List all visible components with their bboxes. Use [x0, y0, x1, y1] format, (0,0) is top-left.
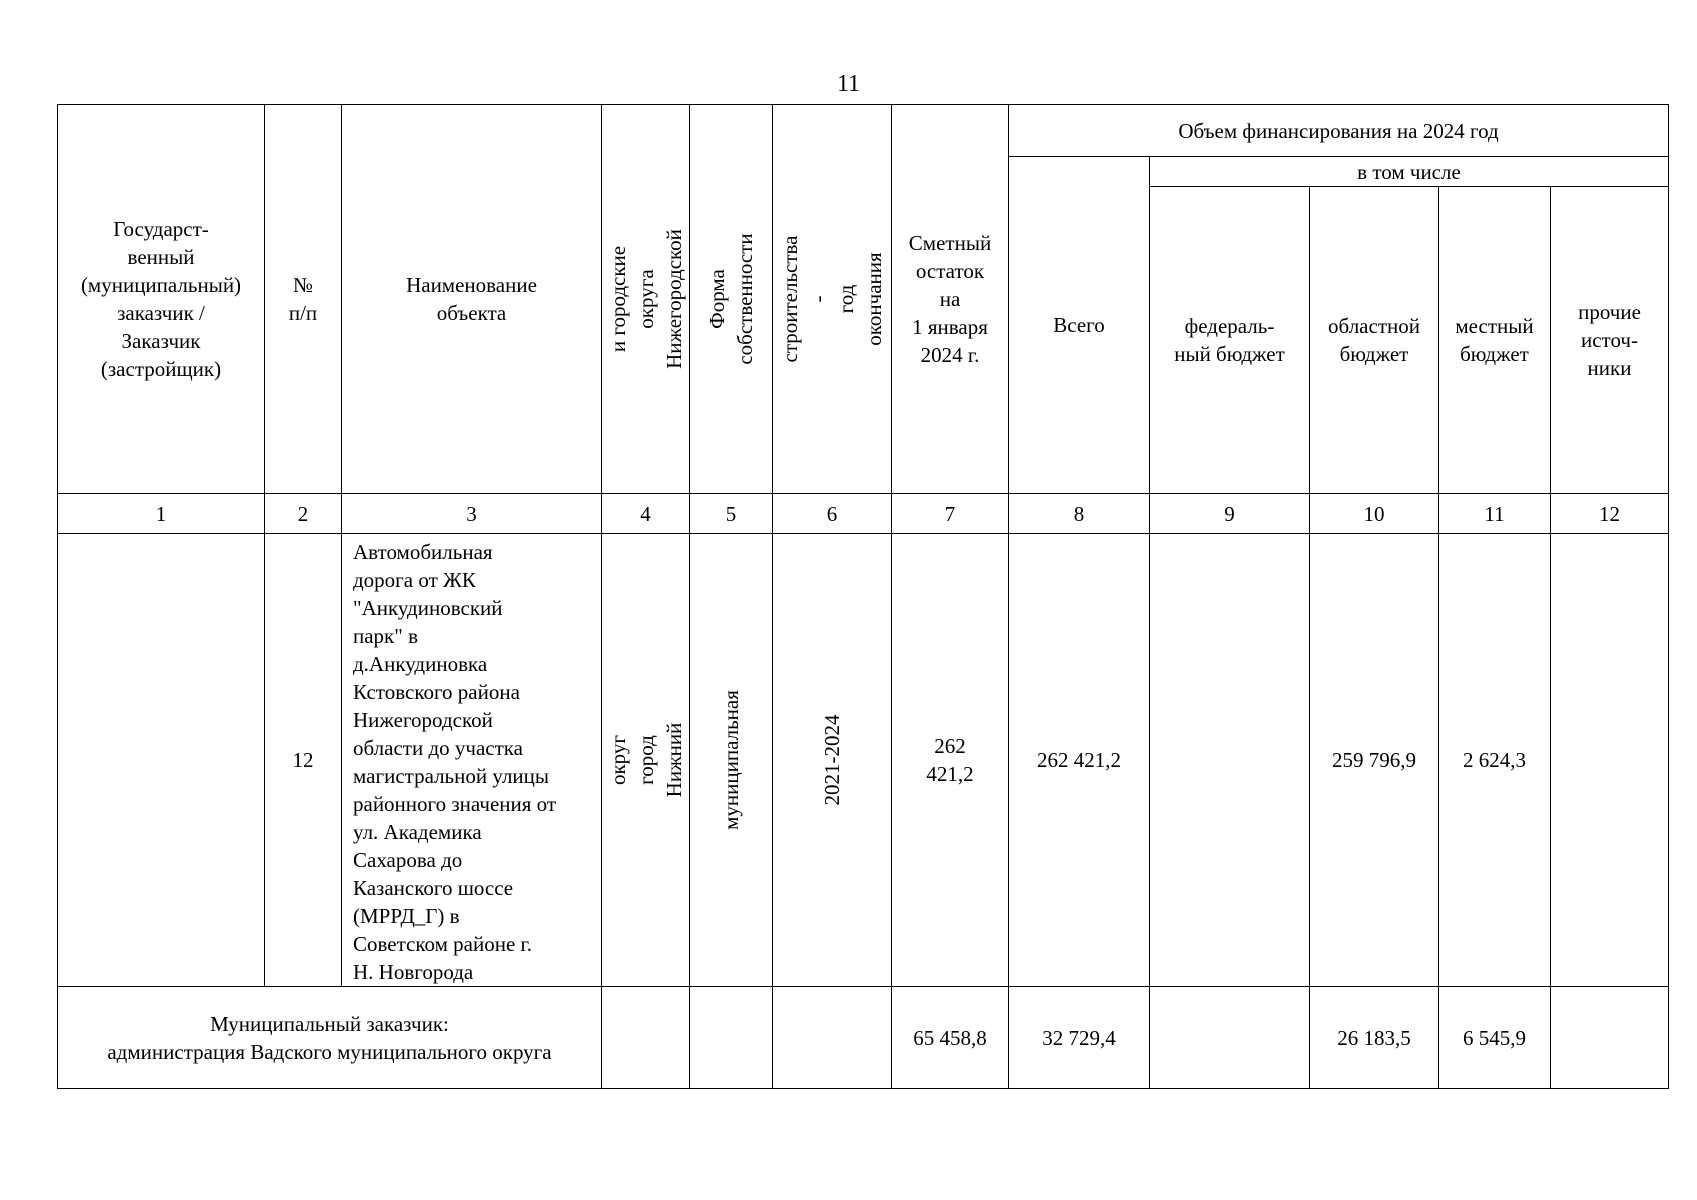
row-customer	[58, 534, 265, 987]
header-years-text: строительства - год окончания	[778, 235, 886, 363]
column-number: 12	[1551, 494, 1669, 534]
row-municipality-text: округ город Нижний	[605, 722, 686, 798]
header-total: Всего	[1009, 157, 1150, 494]
summary-label: Муниципальный заказчик: администрация Вадского муниципального округа	[58, 987, 602, 1089]
header-estimate: Сметный остаток на 1 января 2024 г.	[892, 105, 1009, 494]
summary-ownership	[690, 987, 773, 1089]
row-estimate: 262 421,2	[892, 534, 1009, 987]
row-num: 12	[265, 534, 342, 987]
financing-table	[57, 104, 1669, 1089]
summary-years	[773, 987, 892, 1089]
summary-other	[1551, 987, 1669, 1089]
row-regional: 259 796,9	[1310, 534, 1439, 987]
row-other	[1551, 534, 1669, 987]
summary-local: 6 545,9	[1439, 987, 1551, 1089]
header-municipalities	[602, 105, 690, 494]
column-number: 6	[773, 494, 892, 534]
column-number: 1	[58, 494, 265, 534]
header-financing: Объем финансирования на 2024 год	[1009, 105, 1669, 157]
row-ownership	[690, 534, 773, 987]
row-federal	[1150, 534, 1310, 987]
column-numbers-row	[58, 494, 1669, 534]
summary-row	[58, 987, 1669, 1089]
header-federal: федераль- ный бюджет	[1150, 187, 1310, 494]
header-ownership-text: Форма собственности	[705, 233, 757, 365]
column-number: 10	[1310, 494, 1439, 534]
header-customer: Государст- венный (муниципальный) заказчик / Заказчик (застройщик)	[58, 105, 265, 494]
header-object-name: Наименование объекта	[342, 105, 602, 494]
row-local: 2 624,3	[1439, 534, 1551, 987]
table-row	[58, 534, 1669, 987]
row-years-text: 2021-2024	[820, 714, 844, 806]
column-number: 11	[1439, 494, 1551, 534]
column-number: 2	[265, 494, 342, 534]
column-number: 4	[602, 494, 690, 534]
summary-total: 32 729,4	[1009, 987, 1150, 1089]
page-number: 11	[836, 71, 861, 97]
summary-estimate: 65 458,8	[892, 987, 1009, 1089]
header-local: местный бюджет	[1439, 187, 1551, 494]
row-ownership-text: муниципальная	[719, 690, 743, 830]
header-other: прочие источ- ники	[1551, 187, 1669, 494]
header-regional: областной бюджет	[1310, 187, 1439, 494]
column-number: 9	[1150, 494, 1310, 534]
column-number: 3	[342, 494, 602, 534]
header-ownership	[690, 105, 773, 494]
row-years	[773, 534, 892, 987]
header-municipalities-text: и городские округа Нижегородской	[605, 229, 686, 369]
row-object-name: Автомобильная дорога от ЖК "Анкудиновский парк" в д.Анкудиновка Кстовского района Нижегородской области до участка магистральной улицы районного значения от ул. Академика Сахарова до Казанского шоссе (МРРД_Г) в Советском районе г. Н. Новгорода	[342, 534, 602, 987]
header-years	[773, 105, 892, 494]
summary-municipality	[602, 987, 690, 1089]
row-total: 262 421,2	[1009, 534, 1150, 987]
row-municipality	[602, 534, 690, 987]
summary-federal	[1150, 987, 1310, 1089]
column-number: 8	[1009, 494, 1150, 534]
summary-regional: 26 183,5	[1310, 987, 1439, 1089]
column-number: 5	[690, 494, 773, 534]
header-including: в том числе	[1150, 157, 1669, 187]
header-num: № п/п	[265, 105, 342, 494]
column-number: 7	[892, 494, 1009, 534]
